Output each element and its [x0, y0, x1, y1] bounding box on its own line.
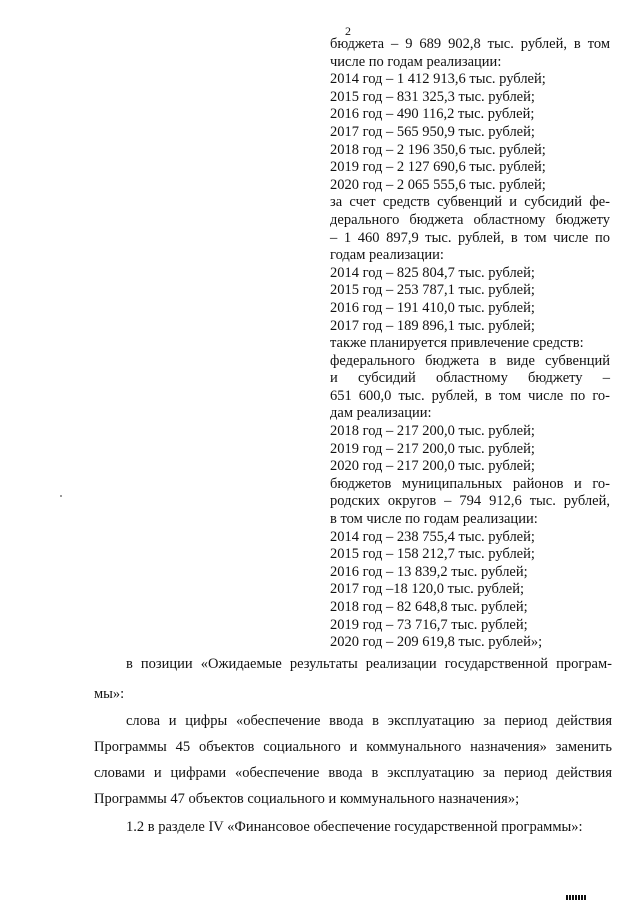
funding-line: 2020 год – 217 200,0 тыс. рублей; — [330, 458, 535, 475]
funding-line: также планируется привлечение средств: — [330, 335, 584, 352]
funding-line: бюджета – 9 689 902,8 тыс. рублей, в том — [330, 36, 610, 52]
funding-line: числе по годам реализации: — [330, 53, 502, 70]
paragraph-section-iv: 1.2 в разделе IV «Финансовое обеспечение государственной программы»: — [126, 819, 583, 835]
funding-line: 651 600,0 тыс. рублей, в том числе по го- — [330, 387, 610, 404]
funding-line: родских округов – 794 912,6 тыс. рублей, — [330, 493, 610, 510]
barcode-mark — [566, 895, 586, 900]
funding-details-column — [330, 36, 610, 652]
funding-line: 2018 год – 217 200,0 тыс. рублей; — [330, 423, 535, 440]
funding-line: 2017 год – 189 896,1 тыс. рублей; — [330, 317, 535, 334]
funding-line: 2019 год – 217 200,0 тыс. рублей; — [330, 440, 535, 457]
funding-line: 2019 год – 2 127 690,6 тыс. рублей; — [330, 159, 546, 176]
funding-line: 2017 год –18 120,0 тыс. рублей; — [330, 581, 525, 598]
funding-line: дерального бюджета областному бюджету — [330, 211, 610, 228]
funding-line: 2015 год – 253 787,1 тыс. рублей; — [330, 282, 535, 299]
funding-line: 2020 год – 209 619,8 тыс. рублей»; — [330, 634, 543, 651]
paragraph-expected-results — [94, 655, 612, 703]
funding-line: 2014 год – 238 755,4 тыс. рублей; — [330, 528, 535, 545]
funding-line: федерального бюджета в виде субвенций — [330, 352, 610, 369]
funding-line: 2015 год – 831 325,3 тыс. рублей; — [330, 88, 535, 105]
paragraph-line: словами и цифрами «обеспечение ввода в эксплуатацию за период действия — [94, 765, 612, 781]
funding-line: 2017 год – 565 950,9 тыс. рублей; — [330, 123, 535, 140]
funding-line: 2016 год – 191 410,0 тыс. рублей; — [330, 299, 535, 316]
paragraph-replace-words — [94, 708, 612, 812]
funding-line: 2016 год – 13 839,2 тыс. рублей; — [330, 563, 528, 580]
funding-line: 2014 год – 1 412 913,6 тыс. рублей; — [330, 71, 546, 88]
funding-line: годам реализации: — [330, 247, 444, 264]
funding-line: дам реализации: — [330, 405, 432, 422]
funding-line: бюджетов муниципальных районов и го- — [330, 475, 610, 492]
funding-line: 2020 год – 2 065 555,6 тыс. рублей; — [330, 176, 546, 193]
funding-line: и субсидий областному бюджету – — [330, 370, 610, 387]
paragraph-line: в позиции «Ожидаемые результаты реализации государственной програм- — [126, 656, 612, 672]
funding-line: 2015 год – 158 212,7 тыс. рублей; — [330, 546, 535, 563]
paragraph-line: Программы 47 объектов социального и коммунального назначения»; — [94, 791, 520, 807]
paragraph-line: мы»: — [94, 686, 125, 702]
funding-line: 2019 год – 73 716,7 тыс. рублей; — [330, 616, 528, 633]
scan-speck — [60, 495, 62, 497]
funding-line: – 1 460 897,9 тыс. рублей, в том числе по — [330, 229, 610, 246]
funding-line: 2014 год – 825 804,7 тыс. рублей; — [330, 264, 535, 281]
funding-line: в том числе по годам реализации: — [330, 511, 538, 528]
paragraph-line: Программы 45 объектов социального и коммунального назначения» заменить — [94, 739, 612, 755]
funding-line: 2018 год – 2 196 350,6 тыс. рублей; — [330, 141, 546, 158]
funding-line: 2018 год – 82 648,8 тыс. рублей; — [330, 599, 528, 615]
paragraph-line: слова и цифры «обеспечение ввода в эксплуатацию за период действия — [126, 713, 612, 729]
page-number: 2 — [345, 24, 351, 38]
funding-line: за счет средств субвенций и субсидий фе- — [330, 194, 610, 211]
funding-line: 2016 год – 490 116,2 тыс. рублей; — [330, 106, 535, 123]
